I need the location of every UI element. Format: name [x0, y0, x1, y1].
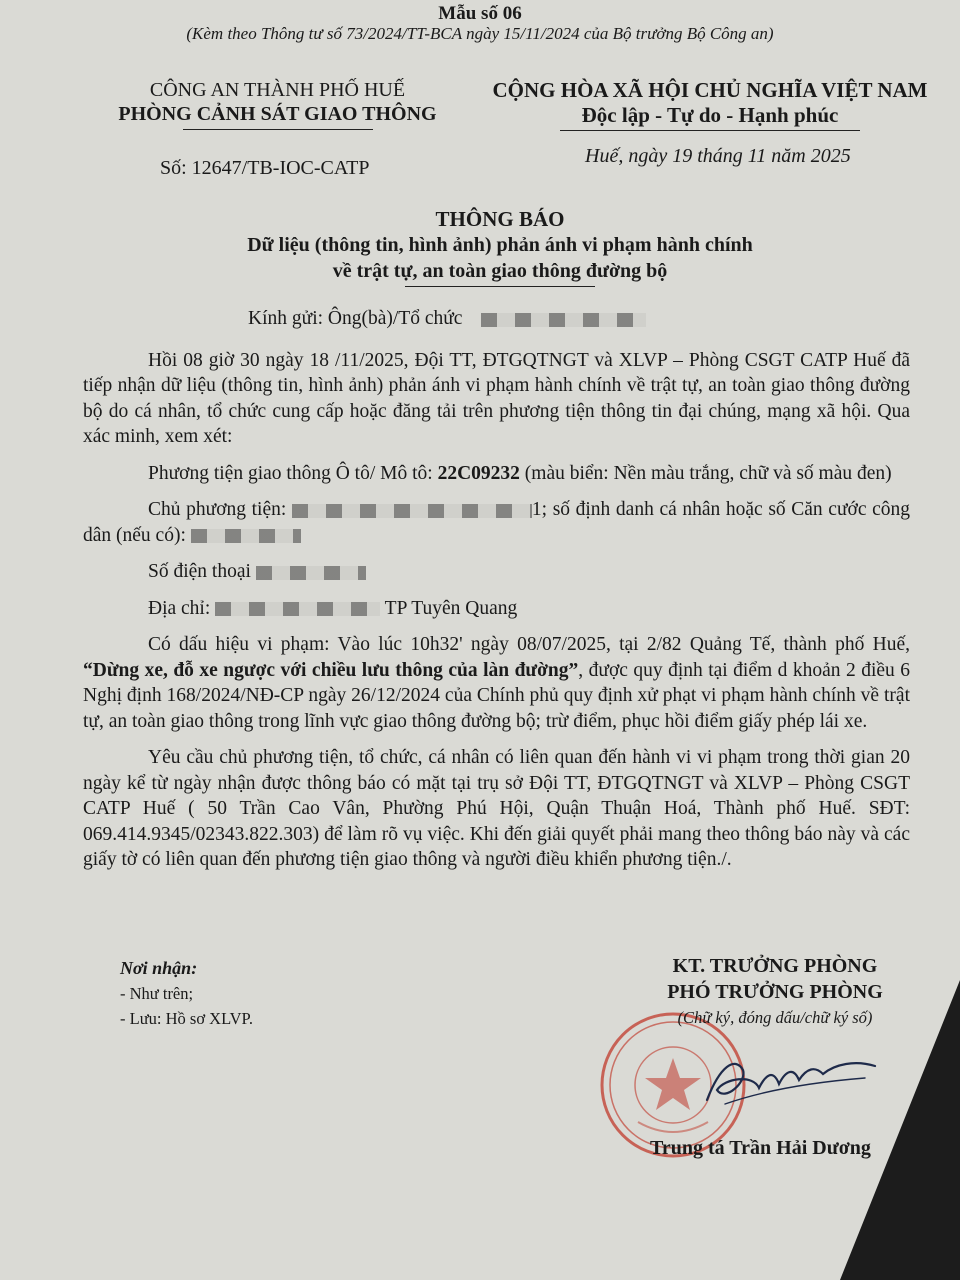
paragraph-request: Yêu cầu chủ phương tiện, tổ chức, cá nhân có liên quan đến hành vi vi phạm trong thời gian 20 ngày kể từ ngày nhận được thông báo có mặt tại trụ sở Đội TT, ĐTGQTNGT và XLVP – Phòng CSGT CATP Huế ( 50 Trần Cao Vân, Phường Phú Hội, Quận Thuận Hoá, Thành phố Huế. SĐT: 069.414.9345/02343.822.303) để làm rõ vụ việc. Khi đến giải quyết phải mang theo thông báo này và các giấy tờ có liên quan đến phương tiện giao thông và người điều khiển phương tiện./.: [83, 747, 910, 870]
title-sub-2: về trật tự, an toàn giao thông đường bộ: [332, 260, 668, 282]
document-number: Số: 12647/TB-IOC-CATP: [160, 157, 370, 179]
motto: Độc lập - Tự do - Hạnh phúc: [581, 103, 839, 127]
title-main: THÔNG BÁO: [435, 207, 565, 231]
paragraph-address: [83, 596, 910, 622]
paragraph-vehicle: [83, 461, 910, 487]
recipients-heading: Nơi nhận:: [120, 958, 198, 978]
phone-label: Số điện thoại: [148, 561, 256, 582]
vehicle-label: Phương tiện giao thông Ô tô/ Mô tô:: [148, 462, 438, 484]
document-title: [150, 206, 850, 287]
paragraph-owner: [83, 497, 910, 548]
motto-underline: [560, 130, 860, 131]
signer-title-1: KT. TRƯỞNG PHÒNG: [672, 955, 878, 977]
address-city: TP Tuyên Quang: [380, 597, 518, 619]
paragraph-violation: [83, 632, 910, 734]
nation-name: CỘNG HÒA XÃ HỘI CHỦ NGHĨA VIỆT NAM: [492, 78, 928, 102]
violation-legal-basis: , được quy định tại điểm d khoản 2 điều 6 Nghị định 168/2024/NĐ-CP ngày 26/12/2024 của Chính phủ quy định xử phạt vi phạm hành chính về trật tự, an toàn giao thông trong lĩnh vực giao thông đường bộ; trừ điểm, phục hồi điểm giấy phép lái xe.: [83, 659, 910, 732]
document-body: [83, 306, 910, 884]
addressee-label: Kính gửi: Ông(bà)/Tổ chức: [248, 308, 463, 329]
signer-title-2: PHÓ TRƯỞNG PHÒNG: [667, 981, 883, 1003]
form-number: Mẫu số 06: [438, 3, 522, 24]
agency-underline: [183, 129, 373, 130]
redacted-address: [215, 602, 380, 616]
redacted-addressee: [481, 313, 646, 327]
owner-id-text: 1; số định danh cá nhân hoặc số Căn cước công dân (nếu có):: [83, 499, 911, 546]
recipient-item: - Như trên;: [120, 984, 194, 1003]
signature-note: (Chữ ký, đóng dấu/chữ ký số): [677, 1008, 873, 1027]
redacted-owner-name: [292, 504, 532, 518]
address-label: Địa chỉ:: [148, 597, 216, 619]
redacted-phone: [256, 566, 366, 580]
national-header: [470, 78, 950, 131]
signature-block: [625, 953, 925, 1031]
title-sub-1: Dữ liệu (thông tin, hình ảnh) phản ánh vi phạm hành chính: [247, 234, 753, 256]
redacted-owner-id: [191, 529, 301, 543]
license-plate: 22C09232: [437, 462, 520, 484]
form-basis: (Kèm theo Thông tư số 73/2024/TT-BCA ngày 15/11/2024 của Bộ trưởng Bộ Công an): [186, 24, 774, 43]
agency-parent: CÔNG AN THÀNH PHỐ HUẾ: [149, 79, 406, 101]
issue-date: Huế, ngày 19 tháng 11 năm 2025: [585, 145, 851, 167]
violation-description: “Dừng xe, đỗ xe ngược với chiều lưu thông của làn đường”: [83, 659, 579, 681]
issuing-agency: [95, 78, 460, 130]
recipients-block: [120, 956, 253, 1031]
owner-label: Chủ phương tiện:: [148, 499, 292, 520]
violation-intro: Có dấu hiệu vi phạm: Vào lúc 10h32' ngày 08/07/2025, tại 2/82 Quảng Tế, thành phố Huế,: [148, 634, 910, 655]
agency-name: PHÒNG CẢNH SÁT GIAO THÔNG: [118, 103, 437, 125]
title-underline: [405, 286, 595, 287]
addressee-line: [83, 306, 910, 332]
handwritten-signature-icon: [695, 1038, 880, 1118]
vehicle-details: (màu biển: Nền màu trắng, chữ và số màu đen): [519, 462, 892, 484]
recipient-item: - Lưu: Hồ sơ XLVP.: [120, 1009, 254, 1028]
paragraph-receipt: Hồi 08 giờ 30 ngày 18 /11/2025, Đội TT, ĐTGQTNGT và XLVP – Phòng CSGT CATP Huế đã tiếp nhận dữ liệu (thông tin, hình ảnh) phản ánh vi phạm hành chính về trật tự, an toàn giao thông đường bộ do cá nhân, tổ chức cung cấp hoặc đăng tải trên phương tiện thông tin đại chúng, mạng xã hội. Qua xác minh, xem xét:: [83, 349, 910, 447]
signer-name: Trung tá Trần Hải Dương: [650, 1137, 871, 1159]
paragraph-phone: [83, 559, 910, 585]
